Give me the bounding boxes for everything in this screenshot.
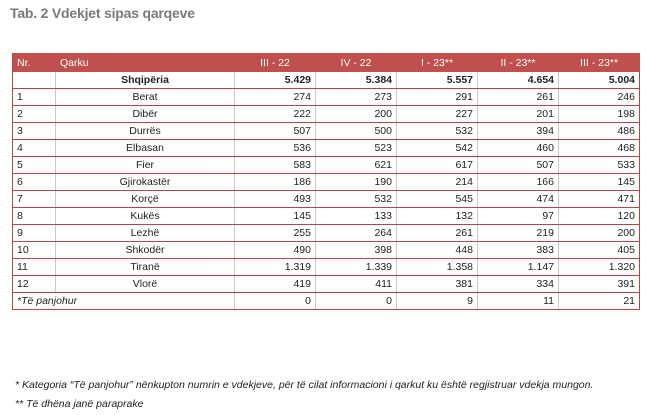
header-col-5: III - 23** [559, 54, 640, 72]
header-col-2: IV - 22 [316, 54, 397, 72]
deaths-by-county-table [12, 53, 640, 310]
unknown-value: 0 [316, 293, 397, 310]
row-value: 255 [235, 225, 316, 242]
row-value: 145 [559, 174, 640, 191]
total-value: 5.429 [235, 72, 316, 89]
row-name: Durrës [56, 123, 235, 140]
row-value: 405 [559, 242, 640, 259]
row-value: 448 [397, 242, 478, 259]
header-nr: Nr. [13, 54, 56, 72]
row-nr: 5 [13, 157, 56, 174]
row-value: 1.358 [397, 259, 478, 276]
row-nr: 9 [13, 225, 56, 242]
row-name: Fier [56, 157, 235, 174]
row-name: Tiranë [56, 259, 235, 276]
row-value: 1.339 [316, 259, 397, 276]
row-value: 214 [397, 174, 478, 191]
row-value: 120 [559, 208, 640, 225]
row-nr: 12 [13, 276, 56, 293]
total-value: 5.557 [397, 72, 478, 89]
row-value: 219 [478, 225, 559, 242]
row-nr: 2 [13, 106, 56, 123]
row-value: 133 [316, 208, 397, 225]
row-value: 246 [559, 89, 640, 106]
row-value: 460 [478, 140, 559, 157]
page-title: Tab. 2 Vdekjet sipas qarqeve [10, 5, 195, 21]
row-value: 621 [316, 157, 397, 174]
header-qarku: Qarku [56, 54, 235, 72]
row-value: 493 [235, 191, 316, 208]
row-nr: 6 [13, 174, 56, 191]
row-value: 201 [478, 106, 559, 123]
row-value: 536 [235, 140, 316, 157]
row-value: 190 [316, 174, 397, 191]
row-value: 264 [316, 225, 397, 242]
row-name: Shkodër [56, 242, 235, 259]
row-value: 222 [235, 106, 316, 123]
row-value: 97 [478, 208, 559, 225]
row-nr: 3 [13, 123, 56, 140]
row-value: 545 [397, 191, 478, 208]
row-value: 261 [478, 89, 559, 106]
row-nr: 8 [13, 208, 56, 225]
footnotes [15, 376, 593, 414]
row-value: 533 [559, 157, 640, 174]
row-value: 1.147 [478, 259, 559, 276]
row-nr: 1 [13, 89, 56, 106]
header-col-1: III - 22 [235, 54, 316, 72]
row-name: Kukës [56, 208, 235, 225]
row-value: 471 [559, 191, 640, 208]
row-value: 334 [478, 276, 559, 293]
row-value: 394 [478, 123, 559, 140]
table-row [13, 242, 640, 259]
row-name: Korçë [56, 191, 235, 208]
row-nr: 11 [13, 259, 56, 276]
row-name: Berat [56, 89, 235, 106]
row-name: Gjirokastër [56, 174, 235, 191]
row-value: 398 [316, 242, 397, 259]
header-col-3: I - 23** [397, 54, 478, 72]
row-value: 391 [559, 276, 640, 293]
row-value: 542 [397, 140, 478, 157]
row-value: 261 [397, 225, 478, 242]
row-value: 166 [478, 174, 559, 191]
row-value: 507 [235, 123, 316, 140]
unknown-value: 9 [397, 293, 478, 310]
row-value: 200 [559, 225, 640, 242]
row-value: 1.319 [235, 259, 316, 276]
row-value: 227 [397, 106, 478, 123]
total-value: 4.654 [478, 72, 559, 89]
header-col-4: II - 23** [478, 54, 559, 72]
table-row [13, 276, 640, 293]
unknown-label: *Të panjohur [13, 293, 235, 310]
row-value: 583 [235, 157, 316, 174]
total-value: 5.004 [559, 72, 640, 89]
footnote-unknown-category: * Kategoria “Të panjohur” nënkupton numrin e vdekjeve, për të cilat informacioni i qarkut ku është regjistruar vdekja mungon. [15, 379, 594, 391]
row-value: 186 [235, 174, 316, 191]
footnote-preliminary: ** Të dhëna janë paraprake [15, 398, 144, 410]
row-value: 132 [397, 208, 478, 225]
row-value: 490 [235, 242, 316, 259]
row-value: 381 [397, 276, 478, 293]
table-row [13, 191, 640, 208]
table-row [13, 174, 640, 191]
row-value: 274 [235, 89, 316, 106]
table-row [13, 106, 640, 123]
table-row [13, 157, 640, 174]
row-nr: 4 [13, 140, 56, 157]
row-value: 1.320 [559, 259, 640, 276]
row-value: 523 [316, 140, 397, 157]
unknown-value: 21 [559, 293, 640, 310]
table-row [13, 208, 640, 225]
table-row [13, 259, 640, 276]
row-value: 145 [235, 208, 316, 225]
row-value: 291 [397, 89, 478, 106]
row-nr: 10 [13, 242, 56, 259]
table-row [13, 225, 640, 242]
row-value: 500 [316, 123, 397, 140]
row-value: 486 [559, 123, 640, 140]
unknown-value: 0 [235, 293, 316, 310]
total-nr [13, 72, 56, 89]
row-value: 383 [478, 242, 559, 259]
table-row-unknown [13, 293, 640, 310]
row-value: 474 [478, 191, 559, 208]
row-value: 411 [316, 276, 397, 293]
row-value: 273 [316, 89, 397, 106]
row-value: 419 [235, 276, 316, 293]
total-name: Shqipëria [56, 72, 235, 89]
row-name: Lezhë [56, 225, 235, 242]
row-value: 468 [559, 140, 640, 157]
table-row-total [13, 72, 640, 89]
row-name: Vlorë [56, 276, 235, 293]
row-value: 532 [316, 191, 397, 208]
row-name: Dibër [56, 106, 235, 123]
row-name: Elbasan [56, 140, 235, 157]
row-value: 617 [397, 157, 478, 174]
row-nr: 7 [13, 191, 56, 208]
row-value: 532 [397, 123, 478, 140]
total-value: 5.384 [316, 72, 397, 89]
table-row [13, 140, 640, 157]
table-row [13, 89, 640, 106]
table-header-row [13, 54, 640, 72]
row-value: 200 [316, 106, 397, 123]
row-value: 507 [478, 157, 559, 174]
table-row [13, 123, 640, 140]
row-value: 198 [559, 106, 640, 123]
unknown-value: 11 [478, 293, 559, 310]
